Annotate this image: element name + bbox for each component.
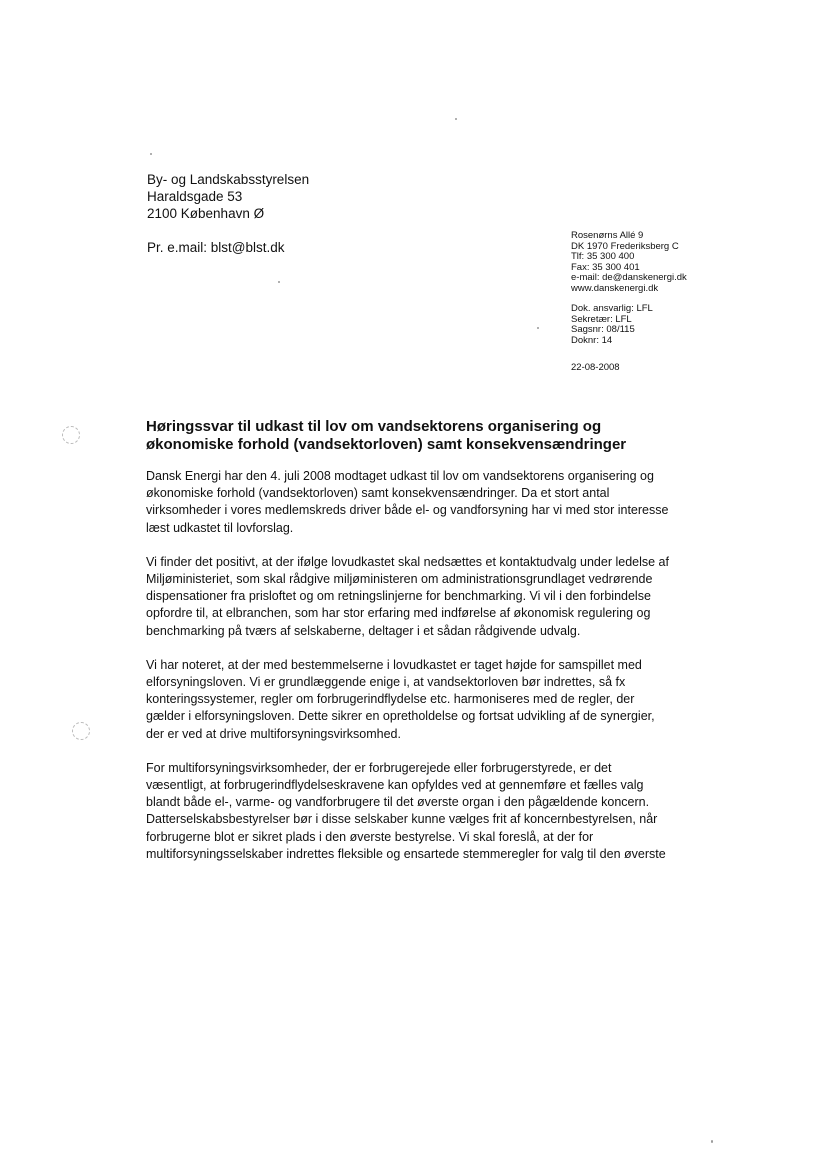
recipient-line: By- og Landskabsstyrelsen: [147, 172, 310, 187]
sender-line: e-mail: de@danskenergi.dk: [571, 272, 687, 283]
body-line: Miljøministeriet, som skal rådgive miljøministeren om administrationsgrundlaget vedrørende: [146, 572, 653, 587]
scan-speck: [150, 153, 152, 155]
body-line: gælder i elforsyningsloven. Dette sikrer en opretholdelse og fortsat udvikling af de synergier,: [146, 709, 655, 724]
scan-speck: [711, 1140, 713, 1143]
body-line: virksomheder i vores medlemskreds driver både el- og vandforsyning har vi med stor interesse: [146, 503, 669, 518]
body-line: Datterselskabsbestyrelser bør i disse selskaber kunne vælges frit af koncernbestyrelsen, når: [146, 812, 658, 827]
body-line: multiforsyningsselskaber indrettes fleksible og ensartede stemmeregler for valg til den øverste: [146, 846, 666, 861]
body-line: læst udkastet til lovforslag.: [146, 520, 294, 535]
body-line: væsentligt, at forbrugerindflydelseskravene kan opfyldes ved at gennemføre et fælles valg: [146, 778, 644, 793]
recipient-line: Haraldsgade 53: [147, 189, 243, 204]
sender-line: DK 1970 Frederiksberg C: [571, 240, 679, 252]
letter-date: 22-08-2008: [571, 362, 620, 373]
body-line: Vi finder det positivt, at der ifølge lovudkastet skal nedsættes et kontaktudvalg under ledelse af: [146, 554, 669, 569]
reference-line: Doknr: 14: [571, 334, 613, 346]
sender-line: Fax: 35 300 401: [571, 261, 640, 273]
punch-hole-top: [62, 426, 80, 444]
body-line: For multiforsyningsvirksomheder, der er forbrugerejede eller forbrugerstyrede, er det: [146, 760, 612, 775]
body-line: konteringssystemer, regler om forbrugerindflydelse etc. harmoniseres med de regler, der: [146, 692, 635, 707]
scan-speck: [455, 118, 457, 120]
body-line: forbrugerne blot er sikret plads i den øverste bestyrelse. Vi skal foreslå, at der for: [146, 829, 594, 844]
letter-body: [146, 468, 716, 880]
title-line: Høringssvar til udkast til lov om vandsektorens organisering og: [146, 418, 602, 435]
body-line: blandt både el-, varme- og vandforbrugere til det øverste organ i den pågældende koncern.: [146, 795, 650, 810]
recipient-address: [147, 171, 309, 222]
scan-speck: [537, 327, 539, 329]
body-line: benchmarking på tværs af selskaberne, deltager i et sådan rådgivende udvalg.: [146, 623, 581, 638]
body-line: Vi har noteret, at der med bestemmelserne i lovudkastet er taget højde for samspillet med: [146, 657, 642, 672]
paragraph-4: [146, 760, 716, 863]
title-line: økonomiske forhold (vandsektorloven) samt konsekvensændringer: [146, 436, 627, 453]
sender-line: Rosenørns Allé 9: [571, 230, 644, 241]
paragraph-2: [146, 554, 716, 640]
reference-line: Sekretær: LFL: [571, 313, 632, 325]
body-line: Dansk Energi har den 4. juli 2008 modtaget udkast til lov om vandsektorens organisering og: [146, 469, 654, 483]
document-references: [571, 304, 653, 346]
letter-title: [146, 418, 746, 454]
reference-line: Sagsnr: 08/115: [571, 324, 635, 335]
recipient-line: 2100 København Ø: [147, 206, 265, 221]
body-line: der er ved at drive multiforsyningsvirksomhed.: [146, 726, 401, 741]
sender-address: [571, 231, 687, 294]
paragraph-1: [146, 468, 716, 537]
sender-line: Tlf: 35 300 400: [571, 251, 635, 262]
body-line: opfordre til, at elbranchen, som har stor erfaring med indførelse af økonomisk regulering og: [146, 606, 651, 621]
reference-line: Dok. ansvarlig: LFL: [571, 303, 653, 314]
body-line: dispensationer fra prisloftet og om retningslinjerne for benchmarking. Vi vil i den forbindelse: [146, 589, 651, 604]
body-line: elforsyningsloven. Vi er grundlæggende enige i, at vandsektorloven bør indrettes, så fx: [146, 675, 626, 690]
sender-line: www.danskenergi.dk: [571, 282, 659, 294]
recipient-email: Pr. e.mail: blst@blst.dk: [147, 240, 285, 255]
paragraph-3: [146, 657, 716, 743]
punch-hole-middle: [72, 722, 90, 740]
scan-speck: [278, 281, 280, 283]
body-line: økonomiske forhold (vandsektorloven) samt konsekvensændringer. Da et stort antal: [146, 486, 610, 501]
